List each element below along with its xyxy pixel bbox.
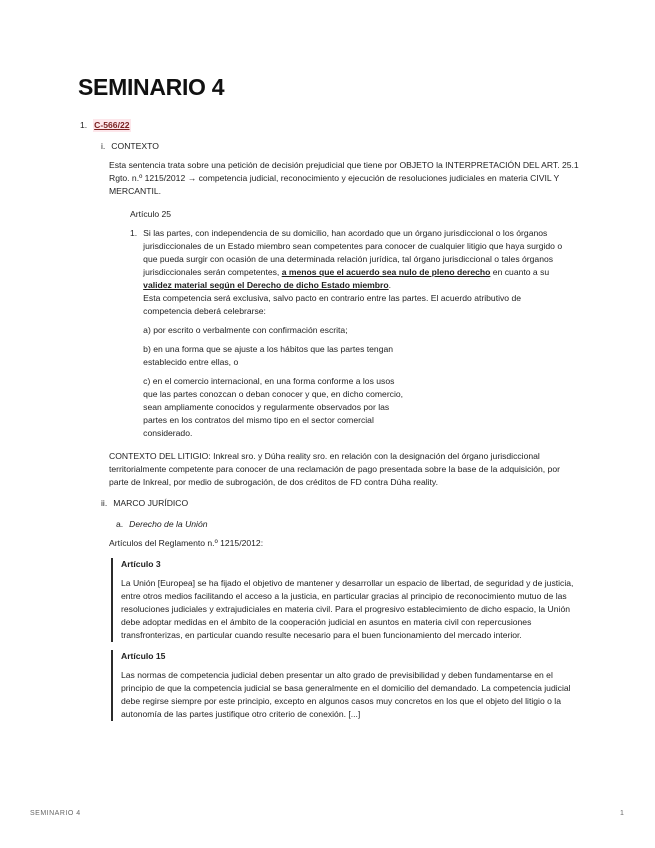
article-text: Las normas de competencia judicial deben presentar un alto grado de previsibilidad y deben fundamentarse en el principio de que la competencia judicial se basa generalmente en el domicilio del demandado. La competencia judicial debe regirse siempre por este principio, excepto en algunos casos muy concretos en los que el objeto del litigio o la autonomía de las partes justifique otro criterio de conexión. [...] <box>121 670 571 719</box>
articles-intro: Artículos del Reglamento n.º 1215/2012: <box>109 538 264 548</box>
contexto-litigio: CONTEXTO DEL LITIGIO: Inkreal sro. y Dúha reality sro. en relación con la designación del órgano jurisdiccional territorialmente competente para conocer de una reclamación de pago presentada sobre la base de la adquisición, por parte de Inkreal, por medio de subrogación, de dos créditos de FD contra Dúha reality. <box>109 451 560 487</box>
section-contexto-heading <box>101 140 578 153</box>
p1-end: . <box>388 280 392 290</box>
p1-highlight-1: a menos que el acuerdo sea nulo de pleno derecho <box>281 267 491 277</box>
document-content <box>78 119 578 721</box>
article-p2: Esta competencia será exclusiva, salvo pacto en contrario entre las partes. El acuerdo atributivo de competencia deberá celebrarse: <box>143 293 522 316</box>
contexto-intro: Esta sentencia trata sobre una petición de decisión prejudicial que tiene por OBJETO la INTERPRETACIÓN DEL ART. 25.1 Rgto. n.º 1215/2012 → competencia judicial, reconocimiento y ejecución de resoluciones judiciales en materia CIVIL Y MERCANTIL. <box>109 160 579 196</box>
articulo-3-quote <box>111 558 581 642</box>
article-heading: Artículo 3 <box>121 559 161 569</box>
article-heading: Artículo 15 <box>121 651 166 661</box>
article-heading: Artículo 25 <box>130 209 172 219</box>
articulo-15-quote <box>111 650 581 721</box>
article-option-c: c) en el comercio internacional, en una forma conforme a los usos que las partes conozcan o deban conocer y que, en dicho comercio, sean ampliamente conocidos y regularmente observados por las partes en los contratos del mismo tipo en el sector comercial considerado. <box>143 376 404 438</box>
page-title: SEMINARIO 4 <box>78 74 225 100</box>
paragraph-number: 1. <box>130 228 138 238</box>
article-paragraph <box>130 227 570 440</box>
roman-number: i. <box>101 141 106 151</box>
roman-number: ii. <box>101 498 108 508</box>
p1-highlight-2: validez material según el Derecho de dicho Estado miembro <box>143 280 389 290</box>
letter-number: a. <box>116 519 124 529</box>
article-option-b: b) en una forma que se ajuste a los hábitos que las partes tengan establecido entre ellas, o <box>143 344 394 367</box>
list-number: 1. <box>80 120 88 130</box>
subsection-derecho-union <box>116 518 578 531</box>
footer-title: SEMINARIO 4 <box>30 810 81 817</box>
article-p1 <box>143 227 563 292</box>
list-item-1 <box>80 119 578 132</box>
subsection-heading: Derecho de la Unión <box>129 519 208 529</box>
section-heading: MARCO JURÍDICO <box>113 498 189 508</box>
p1-text: Si las partes, con independencia de su domicilio, han acordado que un órgano jurisdiccional o los órganos jurisdiccionales de un Estado miembro sean competentes para conocer de cualquier litigio que haya surgido o que pueda surgir con ocasión de una determinada relación jurídica, tal órgano jurisdiccional o tales órganos jurisdiccionales serán competentes, <box>143 228 563 277</box>
article-body <box>143 227 563 440</box>
article-text: La Unión [Europea] se ha fijado el objetivo de mantener y desarrollar un espacio de libertad, de seguridad y de justicia, entre otros medios facilitando el acceso a la justicia, en particular gracias al principio de reconocimiento mutuo de las resoluciones judiciales y extrajudiciales en materia civil. Para el progresivo establecimiento de dicho espacio, la Unión debe adoptar medidas en el ámbito de la cooperación judicial en asuntos en materia civil con repercusiones transfronterizas, en particular cuando resulte necesario para el buen funcionamiento del mercado interior. <box>121 578 574 640</box>
case-link[interactable]: C-566/22 <box>94 120 130 130</box>
articulo-25-quote <box>130 208 570 440</box>
article-option-a: a) por escrito o verbalmente con confirmación escrita; <box>143 325 348 335</box>
page-number: 1 <box>620 810 624 817</box>
section-heading: CONTEXTO <box>111 141 159 151</box>
section-marco-heading <box>101 497 578 510</box>
p1-mid: en cuanto a su <box>492 267 550 277</box>
